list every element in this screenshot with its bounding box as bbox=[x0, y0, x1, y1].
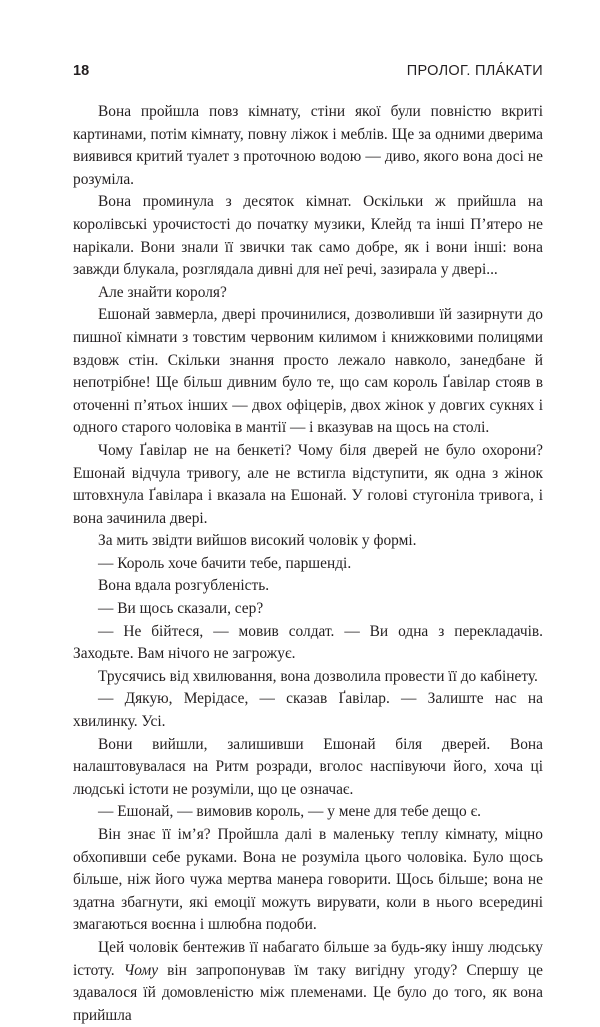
paragraph: Але знайти короля? bbox=[98, 283, 227, 301]
page-number: 18 bbox=[73, 63, 90, 79]
paragraph: — Ешонай, — вимовив король, — у мене для тебе дещо є. bbox=[98, 803, 482, 821]
paragraph: Вона проминула з десяток кімнат. Оскільки ж прийшла на королівські урочистості до початку музики, Клейд та інші П’ятеро не нарікали. Вони знали її звички так само добре, як і вони інші: вона завжди блукала, розглядала дивні для неї речі, зазирала у двері... bbox=[73, 193, 543, 279]
paragraph: Вона вдала розгубленість. bbox=[98, 577, 270, 595]
body-text bbox=[73, 101, 543, 1027]
paragraph: Він знає її ім’я? Пройшла далі в маленьку теплу кімнату, міцно обхопивши себе руками. Вона не розуміла цього чоловіка. Було щось більше, ніж його чужа мертва манера говорити. Щось більше; вона не здатна збагнути, які емоції можуть вирувати, коли в нього всередині змагаються воєнна і шлюбна подоби. bbox=[73, 826, 543, 934]
paragraph: — Дякую, Мерідасе, — сказав Ґавілар. — Залиште нас на хвилинку. Усі. bbox=[73, 690, 543, 731]
paragraph: Чому Ґавілар не на бенкеті? Чому біля дверей не було охорони? Ешонай відчула тривогу, але не встигла відступити, як одна з жінок штовхнула Ґавілара і вказала на Ешонай. У голові стугоніла тривога, і вона зачинила двері. bbox=[73, 441, 543, 527]
paragraph: Вона пройшла повз кімнату, стіни якої були повністю вкриті картинами, потім кімнату, повну ліжок і меблів. Ще за одними дверима виявився критий туалет з проточною водою — диво, якого вона досі не розуміла. bbox=[73, 103, 543, 188]
paragraph: Трусячись від хвилювання, вона дозволила провести її до кабінету. bbox=[98, 667, 538, 685]
emphasis: Чому bbox=[123, 961, 159, 979]
paragraph: Вони вийшли, залишивши Ешонай біля дверей. Вона налаштовувалася на Ритм розради, вголос наспівуючи його, хоча ці людські істоти не розуміли, що це означає. bbox=[73, 735, 543, 798]
paragraph: Цей чоловік бентежив її набагато більше за будь-яку іншу людську істоту. Чому він запропонував їм таку вигідну угоду? Спершу це здавалося їй домовленістю між племенами. Це було до того, як вона прийшла bbox=[73, 938, 543, 1024]
chapter-title: ПРОЛОГ. ПЛА́КАТИ bbox=[406, 63, 543, 79]
paragraph: — Ви щось сказали, сер? bbox=[98, 600, 264, 618]
paragraph: За мить звідти вийшов високий чоловік у формі. bbox=[98, 532, 417, 550]
running-head bbox=[73, 63, 543, 83]
paragraph: Ешонай завмерла, двері прочинилися, дозволивши їй зазирнути до пишної кімнати з товстим червоним килимом і книжковими полицями вздовж стін. Скільки знання просто лежало навколо, занедбане й непотрібне! Ще більш дивним було те, що сам король Ґавілар стояв в оточенні п’ятьох інших — двох офіцерів, двох жінок у довгих сукнях і одного старого чоловіка в мантії — і вказував на щось на столі. bbox=[73, 306, 543, 437]
paragraph: — Король хоче бачити тебе, паршендi. bbox=[98, 554, 352, 572]
paragraph: — Не бійтеся, — мовив солдат. — Ви одна з перекладачів. Заходьте. Вам нічого не загрожує. bbox=[73, 622, 543, 663]
